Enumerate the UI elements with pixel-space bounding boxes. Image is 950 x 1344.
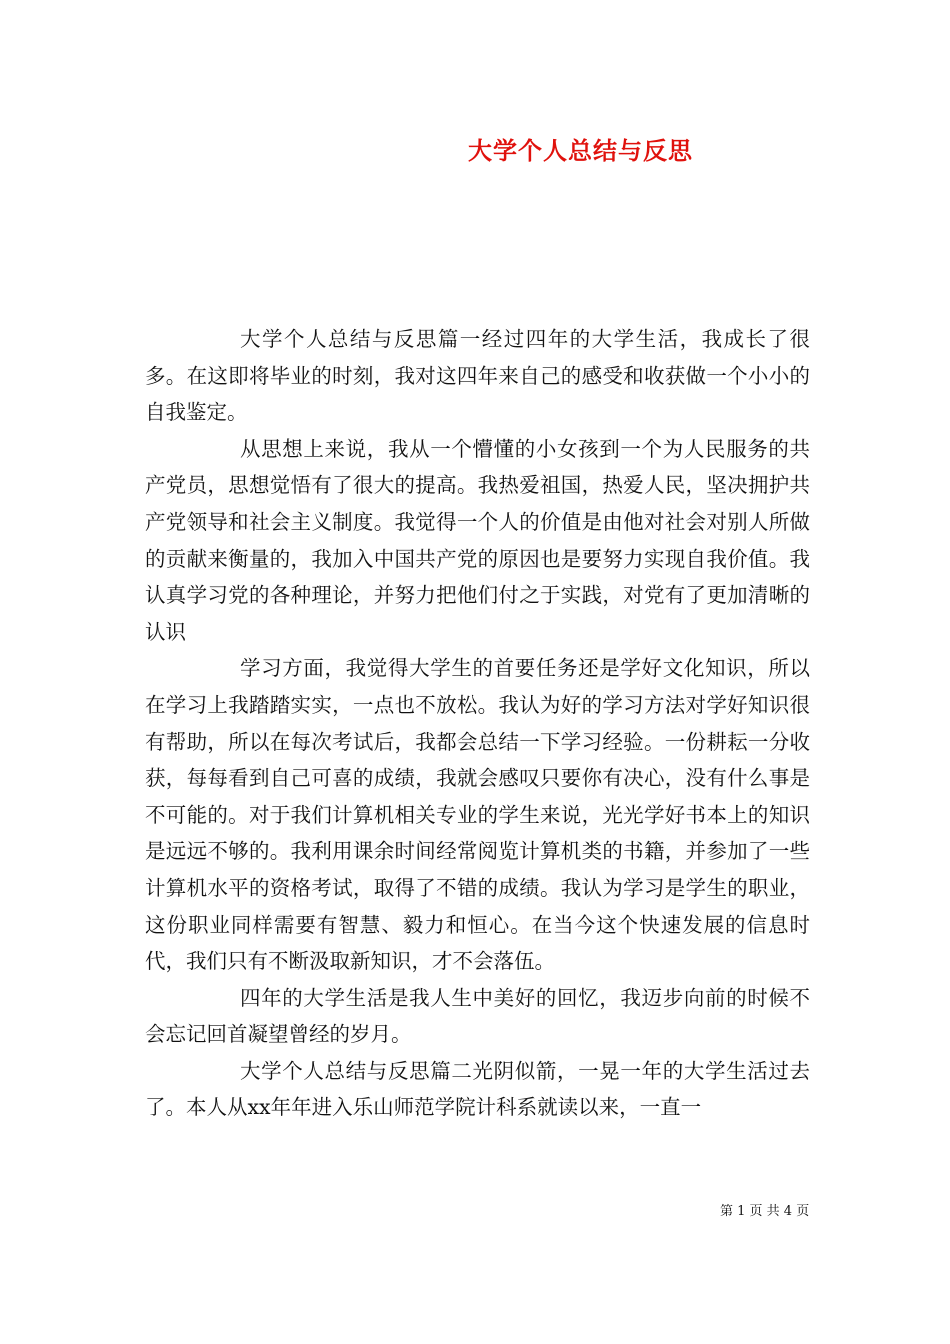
paragraph-2: 从思想上来说，我从一个懵懂的小女孩到一个为人民服务的共产党员，思想觉悟有了很大的提高。我热爱祖国，热爱人民，坚决拥护共产党领导和社会主义制度。我觉得一个人的价值是由他对社会对别人所做的贡献来衡量的，我加入中国共产党的原因也是要努力实现自我价值。我认真学习党的各种理论，并努力把他们付之于实践，对党有了更加清晰的认识: [145, 436, 810, 644]
document-title: 大学个人总结与反思: [468, 136, 693, 165]
paragraph-5: 大学个人总结与反思篇二光阴似箭，一晃一年的大学生活过去了。本人从xx年年进入乐山师范学院计科系就读以来，一直一: [145, 1058, 810, 1120]
paragraph-4: 四年的大学生活是我人生中美好的回忆，我迈步向前的时候不会忘记回首凝望曾经的岁月。: [145, 985, 810, 1047]
page-number-footer: 第 1 页 共 4 页: [720, 1204, 810, 1219]
document-body: [145, 321, 810, 1126]
paragraph-3: 学习方面，我觉得大学生的首要任务还是学好文化知识，所以在学习上我踏踏实实，一点也不放松。我认为好的学习方法对学好知识很有帮助，所以在每次考试后，我都会总结一下学习经验。一份耕耘一分收获，每每看到自己可喜的成绩，我就会感叹只要你有决心，没有什么事是不可能的。对于我们计算机相关专业的学生来说，光光学好书本上的知识是远远不够的。我利用课余时间经常阅览计算机类的书籍，并参加了一些计算机水平的资格考试，取得了不错的成绩。我认为学习是学生的职业，这份职业同样需要有智慧、毅力和恒心。在当今这个快速发展的信息时代，我们只有不断汲取新知识，才不会落伍。: [145, 656, 810, 974]
paragraph-1: 大学个人总结与反思篇一经过四年的大学生活，我成长了很多。在这即将毕业的时刻，我对这四年来自己的感受和收获做一个小小的自我鉴定。: [145, 327, 810, 425]
